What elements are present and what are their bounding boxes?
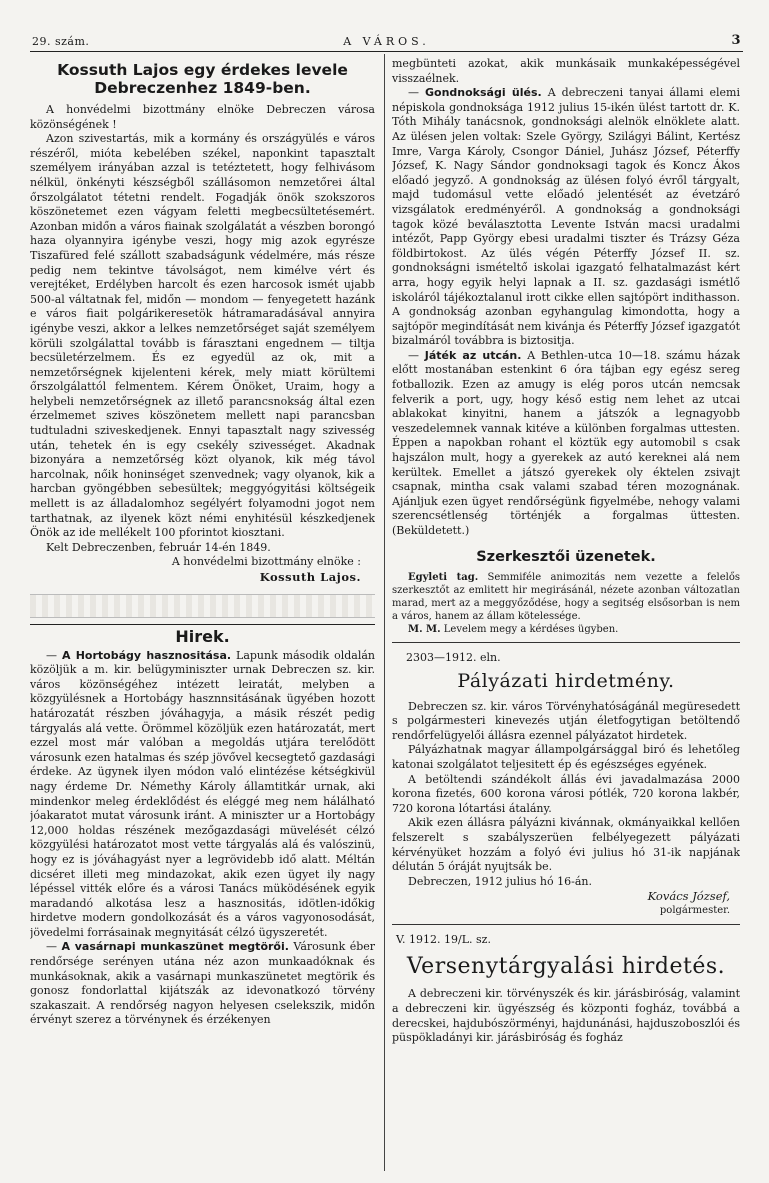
column-divider	[384, 54, 385, 1171]
news-item-heading: A Hortobágy hasznositása.	[61, 648, 232, 662]
editor-message	[392, 623, 740, 636]
notice-paragraph: Pályázhatnak magyar állampolgársággal biró és lehetőleg katonai szolgálatot teljesitett ép és egészséges egyének.	[392, 743, 740, 771]
editor-message-text: Levelem megy a kérdéses ügyben.	[443, 623, 619, 635]
editor-message-head: Egyleti tag.	[408, 571, 479, 583]
notice-signature-role: polgármester.	[659, 905, 730, 917]
notice-signature	[392, 889, 740, 904]
news-item-heading: A vasárnapi munkaszünet megtörői.	[61, 940, 289, 954]
right-column	[392, 57, 740, 1046]
article-signature-name: Kossuth Lajos.	[259, 570, 361, 584]
page-number: 3	[731, 33, 741, 48]
news-item-text: Lapunk második oldalán közöljük a m. kir. belügyminiszter urnak Debreczen sz. kir. város közönségéhez intézett leiratát, melyben a közgyülésnek a Hortobágy hasznnsitásának ügyében hozott határozatát részben jóváhagyja, a másik részét pedig tárgyalás alá vette. Örömmel közöljük ezen határozatát, mert ezzel most már valóban a megoldás utjára terelődött városunk ezen hatalmas és szép jövővel kecsegtető gazdasági érdeke. Az ügynek ilyen módon való elintézése kétségkivül nagy érdeme Dr. Némethy Károly államtitkár urnak, aki mindenkor meleg érdeklődést és eléggé meg nem hálálható jóakaratot mutat városunk iránt. A miniszter ur a Hortobágy 12,000 holdas részének mezőgazdasági müvelését célzó közgyülési határozatot most vette tárgyalás alá és valószinü, hogy ez is jóváhagyást nyer a legrövidebb idő alatt. Méltán dicséret illeti meg mindazokat, akik ezen ügyet ily nagy lépéssel vitték előre és a városi Tanács müködésének egyik maradandó alkotása lesz a hasznositás, idötlen-időkig hirdetve modern gondolkozását és a város vagyonosodását, jövedelmi forrásainak megnyitását célzó ügyszeretét.	[30, 648, 375, 939]
news-item-text: Városunk éber rendőrsége serényen utána néz azon munkaadóknak és munkásoknak, akik a vasárnapi munkaszünetet megtörik és gonosz fondorlattal kijátszák az idevonatkozó törvény szakaszait. A rendőrség nagyon helyesen cselekszik, midőn érvényt szerez a törvénynek és érzékenyen	[30, 940, 375, 1027]
news-item: — A Hortobágy hasznositása. Lapunk második oldalán közöljük a m. kir. belügyminiszter urnak Debreczen sz. kir. város közönségéhez intézett leiratát, melyben a közgyülésnek a Hortobágy hasznnsitásának ügyében hozott határozatát részben jóváhagyja, a másik részét pedig tárgyalás alá vette. Örömmel közöljük ezen határozatát, mert ezzel most már valóban a megoldás utjára terelődött városunk ezen hatalmas és szép jövővel kecsegtető gazdasági érdeke. Az ügynek ilyen módon való elintézése kétségkivül nagy érdeme Dr. Némethy Károly államtitkár urnak, aki mindenkor meleg érdeklődést és eléggé meg nem hálálható jóakaratot mutat városunk iránt. A miniszter ur a Hortobágy 12,000 holdas részének mezőgazdasági müvelését célzó közgyülési határozatot most vette tárgyalás alá és valószinü, hogy ez is jóváhagyást nyer a legrövidebb idő alatt. Méltán dicséret illeti meg mindazokat, akik ezen ügyet ily nagy lépéssel vitték előre és a városi Tanács müködésének egyik maradandó alkotása lesz a hasznositás, idötlen-időkig hirdetve modern gondolkozását és a város vagyonosodását, jövedelmi forrásainak megnyitását célzó ügyszeretét.	[30, 648, 375, 939]
article-dateline: Kelt Debreczenben, február 14-én 1849.	[46, 540, 271, 554]
editor-message-text: Semmiféle animozitás nem vezette a felelős szerkesztőt az emlitett hir megirásánál, nézete azonban változatlan marad, mert az a meggyőződése, hogy a segitség elsősorban is nem a város, hanem az állam kötelessége.	[392, 571, 740, 622]
editor-messages-title: Szerkesztői üzenetek.	[476, 548, 656, 565]
notice-paragraph: A betöltendi szándékolt állás évi javadalmazása 2000 korona fizetés, 600 korona városi pótlék, 720 korona lakbér, 720 korona lótartási átalány.	[392, 772, 740, 815]
decorative-separator	[30, 594, 375, 618]
newspaper-title: A VÁROS.	[343, 35, 430, 48]
news-item-jatek: — Játék az utcán. A Bethlen-utca 10—18. számu házak előtt mostanában estenkint 6 óra tájban egy egész sereg fotballozik. Ezen az amugy is elég poros utcán nemcsak felverik a port, ugy, hogy késő estig nem lehet az utcai ablakokat kinyitni, hanem a játszók a legnagyobb veszedelemnek vannak kitéve a különben forgalmas uttesten. Éppen a napokban rohant el köztük egy automobil s csak hajszálon mult, hogy a gyerekek az autó kereknei alá nem kerültek. Emellet a játszó gyerekek oly éktelen zsivajt csapnak, mintha csak valami szabad téren mozognának. Ajánljuk ezen ügyet rendőrségünk figyelmébe, nehogy valami szerencsétlenség történjék a forgalmas üttesten. (Beküldetett.)	[392, 348, 740, 537]
notice-number: 2303—1912. eln.	[406, 650, 501, 664]
news-item-gondnoksagi: — Gondnoksági ülés. A debreczeni tanyai állami elemi népiskola gondnoksága 1912 julius 15-ikén ülést tartott dr. K. Tóth Mihály tanácsnok, gondnoksági alelnök elnöklete alatt. Az ülésen jelen voltak: Szele György, Szilágyi Bálint, Kertész Imre, Varga Károly, Csongor Dániel, Juhász József, Péterffy József, K. Nagy Sándor gondnoksagi tagok és Koncz Ákos előadó jegyző. A gondnokság az ülésen folyó évről tárgyalt, majd tudomásul vette előadó jelentését az évetzáró vizsgálatok eredményéről. A gondnokság a gondnoksági tagok közé beválasztotta Levente István macsi uradalmi intézőt, Papp György ebesi uradalmi tiszter és Trázsy Géza földbirtokost. Az ülés végén Péterffy József II. sz. gondnokságni ismételtő iskolai igazgató felhatalmazást kért arra, hogy egyik helyi lapnak a II. sz. gazdasági ismétlő iskoláról tájékoztalanul irott cikke ellen sajtópört indithasson. A gondnokság azonban egyhangulag kimondotta, hogy a sajtópör megindítását nem kivánja és Péterffy József igazgatót bizalmáról továbbra is biztositja.	[392, 86, 740, 348]
news-item-text: A Bethlen-utca 10—18. számu házak előtt mostanában estenkint 6 óra tájban egy egész sereg fotballozik. Ezen az amugy is elég poros utcán nemcsak felverik a port, ugy, hogy késő estig nem lehet az utcai ablakokat kinyitni, hanem a játszók a legnagyobb veszedelemnek vannak kitéve a különben forgalmas uttesten. Éppen a napokban rohant el köztük egy automobil s csak hajszálon mult, hogy a gyerekek az autó kereknei alá nem kerültek. Emellet a játszó gyerekek oly éktelen zsivajt csapnak, mintha csak valami szabad téren mozognának. Ajánljuk ezen ügyet rendőrségünk figyelmébe, nehogy valami szerencsétlenség történjék a forgalmas üttesten. (Beküldetett.)	[392, 348, 740, 537]
notice-number: V. 1912. 19/L. sz.	[396, 933, 491, 947]
notice-title: Versenytárgyalási hirdetés.	[406, 954, 726, 980]
page-header	[30, 33, 743, 52]
section-rule	[392, 642, 740, 643]
issue-number: 29. szám.	[32, 35, 90, 48]
notice-title: Pályázati hirdetmény.	[457, 669, 675, 692]
notice-paragraph: A debreczeni kir. törvényszék és kir. járásbiróság, valamint a debreczeni kir. ügyészség és központi fogház, továbbá a derecskei, hajdubószörményi, hajdunánási, hajduszoboszlói és püspökladányi kir. járásbiróság és fogház	[392, 987, 740, 1045]
news-item-heading: Gondnoksági ülés.	[425, 86, 542, 100]
editor-message-head: M. M.	[408, 623, 441, 635]
news-section-title: Hirek.	[30, 624, 375, 646]
news-item: — A vasárnapi munkaszünet megtörői. Városunk éber rendőrsége serényen utána néz azon munkaadóknak és munkásoknak, akik a vasárnapi munkaszünetet megtörik és gonosz fondorlattal kijátszák az idevonatkozó törvény szakaszait. A rendőrség nagyon helyesen cselekszik, midőn érvényt szerez a törvénynek és érzékenyen	[30, 940, 375, 1027]
section-rule	[392, 924, 740, 925]
left-column	[30, 57, 375, 1028]
article-greeting: A honvédelmi bizottmány elnöke Debreczen városa közönségének !	[30, 103, 375, 131]
notice-signature-name: Kovács József,	[647, 889, 730, 904]
editor-message	[392, 571, 740, 623]
article-body: Azon szivestartás, mik a kormány és országyülés e város részéről, mióta kebelében székel, naponkint tapasztalt személyem irányában azzal is tetéztetett, hogy felhivásom nélkül, önkényti készségből szállásomon nemzetőrei által őrszolgálatot tétetni rendelt. Fogadják önök szokszoros köszönetemet ezen vágyam feletti megbecsültetésemért. Azonban midőn a város fiainak szolgálatát a vészben borongó haza olyannyira igénybe veszi, hogy mig azok egyrésze Tiszafüred felé szállott szabadságunk védelmére, más része pedig nem tekintve távolságot, nem kimélve vért és verejtéket, Erdélyben harcolt és ezen harcosok ismét ujabb 500-al váltatnak fel, midőn — mondom — fenyegetett hazánk e város fiait polgárikeresetök hátramaradásával annyira igénybe veszi, akkor a lelkes nemzetőrséget saját személyem körüli szolgálattal tovább is fárasztani engednem — tiltja becsületérzelmem. És ez egyedül az ok, mit a nemzetőrségnek kijelenteni kérek, mely miatt körültemi őrszolgálattól felmentem. Kérem Önöket, Uraim, hogy a helybeli nemzetőrségnek az illető parancsnokság által ezen érzelmemet szives köszönetem mellett napi parancsban tudtuladni sziveskedjenek. Ennyi tapasztalt nagy szivesség után, tehetek én is egy csekély szivességet. Akadnak bizonyára a nemzetőrség közt olyanok, kik még távol harcolnak, nőik honinséget szenvednek; vagy olyanok, kik a harcban gyöngébben sebesültek; meggyógyitási költségeik mellett is az álladalomhoz segélyért folyamodni jogot nem tarthatnak, az ilyenek közt némi enyhitésül készkedjenek Önök az ide mellékelt 100 pforintot kiosztani.	[30, 132, 375, 540]
article-signature	[30, 570, 375, 586]
article-title: Kossuth Lajos egy érdekes levele Debreczenhez 1849-ben.	[57, 61, 348, 97]
news-item-heading: Játék az utcán.	[424, 348, 522, 362]
article-signature-role: A honvédelmi bizottmány elnöke :	[171, 555, 361, 569]
notice-date: Debreczen, 1912 julius hó 16-án.	[408, 874, 592, 888]
notice-paragraph: Akik ezen állásra pályázni kivánnak, okmányaikkal kellően felszerelt s szabályszerüen felbélyegezett pályázati kérvényüket hozzám a folyó évi julius hó 31-ik napjának délután 5 óráját nyujtsák be.	[392, 816, 740, 874]
notice-paragraph: Debreczen sz. kir. város Törvényhatóságánál megüresedett s polgármesteri kinevezés utján életfogytigan betöltendő rendőrfelügyelői állásra ezennel pályázatot hirdetek.	[392, 699, 740, 742]
continuation-text: megbünteti azokat, akik munkásaik munkaképességével visszaélnek.	[392, 57, 740, 85]
news-item-text: A debreczeni tanyai állami elemi népiskola gondnoksága 1912 julius 15-ikén ülést tartott dr. K. Tóth Mihály tanácsnok, gondnoksági alelnök elnöklete alatt. Az ülésen jelen voltak: Szele György, Szilágyi Bálint, Kertész Imre, Varga Károly, Csongor Dániel, Juhász József, Péterffy József, K. Nagy Sándor gondnoksagi tagok és Koncz Ákos előadó jegyző. A gondnokság az ülésen folyó évről tárgyalt, majd tudomásul vette előadó jelentését az évetzáró vizsgálatok eredményéről. A gondnokság a gondnoksági tagok közé beválasztotta Levente István macsi uradalmi intézőt, Papp György ebesi uradalmi tiszter és Trázsy Géza földbirtokost. Az ülés végén Péterffy József II. sz. gondnokságni ismételtő iskolai igazgató felhatalmazást kért arra, hogy egyik helyi lapnak a II. sz. gazdasági ismétlő iskoláról tájékoztalanul irott cikke ellen sajtópört indithasson. A gondnokság azonban egyhangulag kimondotta, hogy a sajtópör megindítását nem kivánja és Péterffy József igazgatót bizalmáról továbbra is biztositja.	[392, 86, 740, 348]
